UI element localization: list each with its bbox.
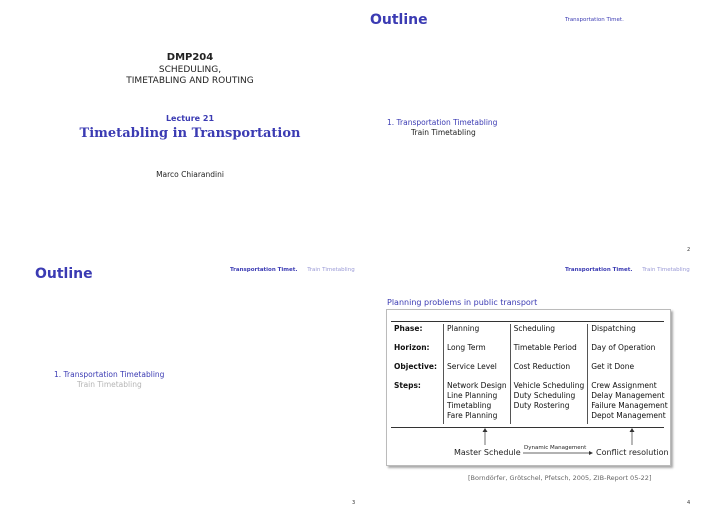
arrowhead-dynamic [589, 451, 593, 455]
outline-item-section[interactable]: 1. Transportation Timetabling [54, 370, 165, 379]
step-item: Depot Management [591, 411, 666, 420]
nav-sub-label[interactable]: Train Timetabling [642, 267, 690, 273]
step-item: Timetabling [446, 401, 492, 410]
table-row-horizon [391, 343, 671, 353]
step-item: Vehicle Scheduling [513, 381, 585, 390]
cell [443, 381, 510, 421]
cell: Get it Done [588, 362, 671, 372]
lecture-label: Lecture 21 [165, 114, 215, 123]
nav-section[interactable] [230, 267, 355, 273]
step-item: Network Design [446, 381, 507, 390]
row-label: Horizon: [394, 343, 430, 352]
outline-item-sub[interactable]: Train Timetabling [411, 128, 476, 137]
cell: Dispatching [588, 324, 671, 334]
slide-title-main: Timetabling in Transportation [79, 126, 301, 141]
dynamic-management-label: Dynamic Management [524, 445, 587, 451]
row-label: Steps: [394, 381, 421, 390]
step-item: Line Planning [446, 391, 498, 400]
cell: Day of Operation [588, 343, 671, 353]
step-item: Fare Planning [446, 411, 498, 420]
cell: Timetable Period [510, 343, 588, 353]
table-row-steps [391, 381, 671, 421]
nav-sub-label[interactable]: Train Timetabling [307, 267, 355, 273]
slide-outline-1 [360, 0, 720, 255]
page-number: 2 [687, 247, 691, 253]
course-title-line2: TIMETABLING AND ROUTING [126, 76, 254, 86]
outline-title: Outline [370, 12, 428, 28]
step-item: Duty Rostering [513, 401, 570, 410]
arrowhead-right [630, 428, 635, 432]
cell: Planning [443, 324, 510, 334]
slide-outline-2 [0, 255, 360, 510]
step-item: Delay Management [591, 391, 665, 400]
table-top-rule [391, 321, 664, 322]
slide-title [0, 0, 360, 255]
outline-item-section[interactable]: 1. Transportation Timetabling [387, 118, 498, 127]
table-row-phase [391, 324, 671, 334]
citation: [Borndörfer, Grötschel, Pfetsch, 2005, ZIB-Report 05-22] [468, 474, 652, 482]
course-title-line1: SCHEDULING, [158, 65, 222, 75]
nav-section[interactable] [565, 267, 690, 273]
step-item: Duty Scheduling [513, 391, 576, 400]
page-number: 3 [352, 500, 356, 506]
step-item: Crew Assignment [591, 381, 657, 390]
cell: Service Level [443, 362, 510, 372]
row-label: Phase: [394, 324, 423, 333]
outline-item-sub[interactable]: Train Timetabling [77, 380, 142, 389]
page-number: 4 [687, 500, 691, 506]
table-row-objective [391, 362, 671, 372]
slide-planning-problems [360, 255, 720, 510]
planning-table-box [386, 309, 671, 466]
row-label: Objective: [394, 362, 437, 371]
cell: Long Term [443, 343, 510, 353]
conflict-resolution-label: Conflict resolution [596, 448, 669, 457]
cell: Scheduling [510, 324, 588, 334]
planning-table [391, 324, 671, 424]
outline-title: Outline [35, 266, 93, 282]
step-item: Failure Management [591, 401, 668, 410]
nav-section-label[interactable]: Transportation Timet. [565, 267, 633, 273]
cell [588, 381, 671, 421]
nav-section[interactable]: Transportation Timet. [565, 17, 624, 23]
nav-section-label[interactable]: Transportation Timet. [230, 267, 298, 273]
arrowhead-left [483, 428, 488, 432]
course-code: DMP204 [166, 52, 214, 63]
slide-heading: Planning problems in public transport [387, 298, 538, 307]
author: Marco Chiarandini [156, 170, 224, 179]
master-schedule-label: Master Schedule [454, 448, 521, 457]
cell [510, 381, 588, 421]
cell: Cost Reduction [510, 362, 588, 372]
